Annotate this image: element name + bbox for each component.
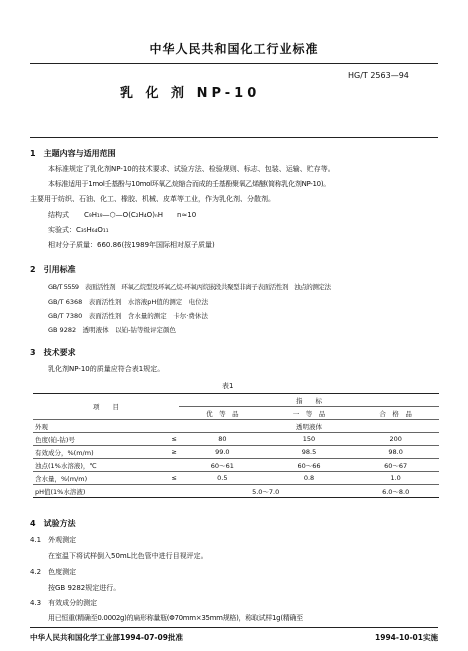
row-value: 200 (352, 433, 439, 446)
table-caption: 表1 (222, 382, 234, 390)
row-value: 60～67 (352, 459, 439, 472)
column-header-grade: 合 格 品 (352, 407, 439, 420)
reference-standard: GB/T 5559 表面活性剂 环氧乙烷型及环氧乙烷-环氧丙烷嵌段共聚型非离子表面活性剂 浊点的测定法 (48, 283, 331, 291)
table-row (33, 433, 439, 446)
row-unit: ≥ (157, 446, 179, 459)
document-title: 乳 化 剂 NP-10 (120, 86, 261, 101)
row-item: 浊点(1%水溶液)，℃ (33, 459, 157, 472)
table-row (33, 485, 439, 498)
row-value: 1.0 (352, 472, 439, 485)
table-row (33, 472, 439, 485)
row-item: 色度(铂-钴)号 (33, 433, 157, 446)
section-1-paragraph-2: 本标准适用于1mol壬基酚与10mol环氧乙烷缩合而成的壬基酚聚氧乙烯醚(简称乳化剂NP-10)。 (48, 180, 330, 188)
subsection-4-2-text: 按GB 9282规定进行。 (48, 584, 121, 592)
row-value: 60～66 (266, 459, 353, 472)
column-header-grade: 优 等 品 (179, 407, 266, 420)
row-value: 80 (179, 433, 266, 446)
section-3-intro: 乳化剂NP-10的质量应符合表1规定。 (48, 365, 165, 373)
column-header-item: 项 目 (33, 394, 179, 420)
molecular-weight: 相对分子质量：660.86(按1989年国际相对原子质量) (48, 241, 215, 249)
row-value: 5.0～7.0 (179, 485, 352, 498)
row-item: 有效成分，%(m/m) (33, 446, 157, 459)
row-unit: ≤ (157, 472, 179, 485)
table-row (33, 420, 439, 433)
subsection-4-1-heading: 4.1 外观测定 (30, 536, 77, 544)
subsection-4-3-heading: 4.3 有效成分的测定 (30, 599, 98, 607)
title-rule (30, 137, 438, 138)
section-1-paragraph-3: 主要用于纺织、石油、化工、橡胶、机械、皮革等工业，作为乳化剂、分散剂。 (30, 195, 275, 203)
row-item: 外观 (33, 420, 157, 433)
section-1-paragraph-1: 本标准规定了乳化剂NP-10的技术要求、试验方法、检验规则、标志、包装、运输、贮存等。 (48, 165, 335, 173)
row-unit: ≤ (157, 433, 179, 446)
section-4-heading: 4 试验方法 (30, 519, 76, 528)
row-item: 含水量，%(m/m) (33, 472, 157, 485)
table-row (33, 446, 439, 459)
structural-formula-label: 结构式 (48, 211, 69, 219)
row-value: 98.5 (266, 446, 353, 459)
row-value: 99.0 (179, 446, 266, 459)
subsection-4-1-text: 在室温下将试样倒入50mL比色管中进行目视评定。 (48, 552, 208, 560)
footer-rule (30, 627, 438, 628)
molecular-formula: 实验式：C₃₅H₆₄O₁₁ (48, 226, 109, 234)
row-unit (157, 485, 179, 498)
row-unit (157, 459, 179, 472)
table-row (33, 459, 439, 472)
reference-standard: GB 9282 透明液体 以铂-钴等级评定颜色 (48, 326, 176, 334)
row-value: 98.0 (352, 446, 439, 459)
row-item: pH值(1%水溶液) (33, 485, 157, 498)
section-2-heading: 2 引用标准 (30, 265, 76, 274)
quality-spec-table (33, 393, 439, 498)
table-header-row (33, 394, 439, 407)
section-1-heading: 1 主题内容与适用范围 (30, 149, 116, 158)
column-header-indicator: 指 标 (179, 394, 439, 407)
approval-date: 中华人民共和国化学工业部1994-07-09批准 (30, 633, 183, 642)
column-header-grade: 一 等 品 (266, 407, 353, 420)
subsection-4-2-heading: 4.2 色度测定 (30, 568, 77, 576)
row-value: 0.8 (266, 472, 353, 485)
org-title: 中华人民共和国化工行业标准 (149, 42, 319, 56)
implementation-date: 1994-10-01实施 (375, 633, 438, 642)
row-value: 0.5 (179, 472, 266, 485)
section-3-heading: 3 技术要求 (30, 348, 76, 357)
standard-number: HG/T 2563—94 (348, 71, 409, 80)
row-unit (157, 420, 179, 433)
reference-standard: GB/T 7380 表面活性剂 含水量的测定 卡尔·费休法 (48, 312, 208, 320)
structural-formula: C₉H₁₉—⬡—O(C₂H₄O)ₙH n≈10 (84, 211, 197, 219)
header-rule (30, 63, 438, 64)
reference-standard: GB/T 6368 表面活性剂 水溶液pH值的测定 电位法 (48, 298, 209, 306)
row-value: 150 (266, 433, 353, 446)
subsection-4-3-text: 用已恒重(精确至0.0002g)的扁形称量瓶(Φ70mm×35mm规格)，称取试样1g(精确至 (48, 614, 303, 622)
row-value: 6.0～8.0 (352, 485, 439, 498)
row-value: 透明液体 (179, 420, 439, 433)
row-value: 60～61 (179, 459, 266, 472)
